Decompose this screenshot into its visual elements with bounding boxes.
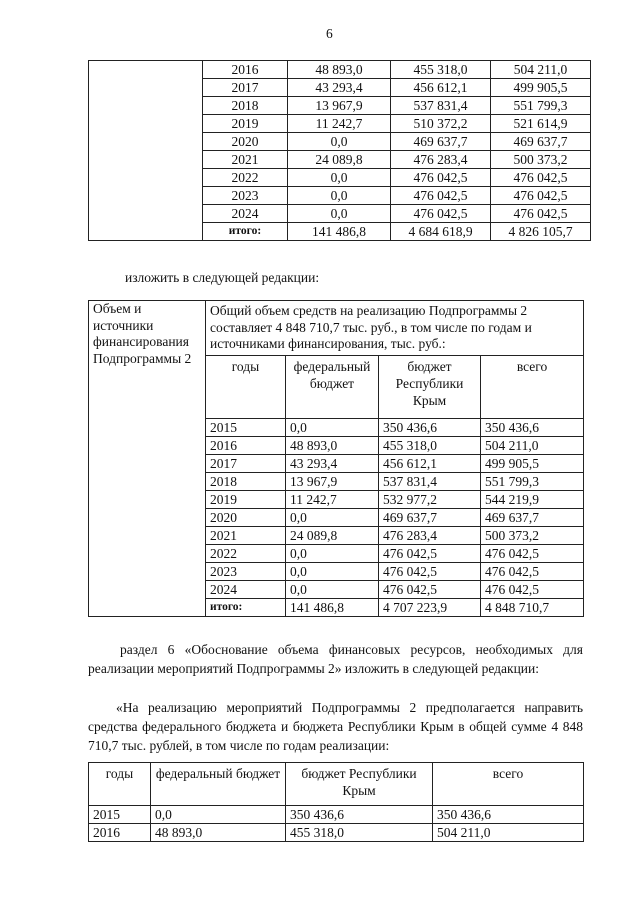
funding-table-old xyxy=(88,60,591,241)
cell-federal: 43 293,4 xyxy=(288,79,391,97)
header-federal: федеральный бюджет xyxy=(286,356,379,419)
header-total: всего xyxy=(433,763,584,806)
cell-total: 521 614,9 xyxy=(491,115,591,133)
cell-year: 2016 xyxy=(203,61,288,79)
cell-year: итого: xyxy=(206,599,286,617)
cell-crimea: 510 372,2 xyxy=(391,115,491,133)
cell-crimea: 476 042,5 xyxy=(391,187,491,205)
cell-total: 476 042,5 xyxy=(491,187,591,205)
table-row xyxy=(89,824,584,842)
cell-federal: 43 293,4 xyxy=(286,455,379,473)
header-crimea: бюджет Республики Крым xyxy=(379,356,481,419)
cell-year: 2024 xyxy=(206,581,286,599)
cell-year: 2016 xyxy=(206,437,286,455)
cell-total: 551 799,3 xyxy=(481,473,584,491)
cell-federal: 0,0 xyxy=(286,509,379,527)
page-number: 6 xyxy=(326,26,333,41)
header-year: годы xyxy=(89,763,151,806)
cell-year: 2023 xyxy=(206,563,286,581)
cell-crimea: 456 612,1 xyxy=(391,79,491,97)
cell-federal: 141 486,8 xyxy=(288,223,391,241)
cell-crimea: 476 042,5 xyxy=(379,581,481,599)
cell-year: 2021 xyxy=(203,151,288,169)
cell-total: 350 436,6 xyxy=(481,419,584,437)
cell-federal: 48 893,0 xyxy=(288,61,391,79)
cell-total: 476 042,5 xyxy=(481,581,584,599)
cell-federal: 141 486,8 xyxy=(286,599,379,617)
cell-year: 2021 xyxy=(206,527,286,545)
cell-federal: 48 893,0 xyxy=(151,824,286,842)
cell-total: 504 211,0 xyxy=(481,437,584,455)
cell-total: 500 373,2 xyxy=(481,527,584,545)
cell-year: 2015 xyxy=(206,419,286,437)
cell-year: 2022 xyxy=(206,545,286,563)
cell-year: итого: xyxy=(203,223,288,241)
cell-year: 2015 xyxy=(89,806,151,824)
cell-year: 2017 xyxy=(206,455,286,473)
cell-crimea: 456 612,1 xyxy=(379,455,481,473)
cell-crimea: 537 831,4 xyxy=(391,97,491,115)
cell-federal: 24 089,8 xyxy=(288,151,391,169)
cell-crimea: 537 831,4 xyxy=(379,473,481,491)
cell-federal: 0,0 xyxy=(288,205,391,223)
cell-federal: 11 242,7 xyxy=(288,115,391,133)
cell-year: 2020 xyxy=(203,133,288,151)
cell-crimea: 476 042,5 xyxy=(379,545,481,563)
cell-total: 499 905,5 xyxy=(481,455,584,473)
cell-federal: 0,0 xyxy=(286,581,379,599)
cell-federal: 0,0 xyxy=(286,563,379,581)
cell-total: 476 042,5 xyxy=(491,205,591,223)
cell-crimea: 476 283,4 xyxy=(391,151,491,169)
cell-federal: 0,0 xyxy=(288,169,391,187)
cell-total: 476 042,5 xyxy=(481,545,584,563)
cell-total: 4 848 710,7 xyxy=(481,599,584,617)
intro-paragraph: «На реализацию мероприятий Подпрограммы 2 предполагается направить средства федерального бюджета и бюджета Республики Крым в общей сумме 4 848 710,7 тыс. рублей, в том числе по годам реализации: xyxy=(88,700,583,753)
header-federal: федеральный бюджет xyxy=(151,763,286,806)
cell-year: 2020 xyxy=(206,509,286,527)
funding-table-new xyxy=(88,300,584,617)
header-year: годы xyxy=(206,356,286,419)
cell-crimea: 455 318,0 xyxy=(379,437,481,455)
header-crimea: бюджет Республики Крым xyxy=(286,763,433,806)
table-row xyxy=(89,806,584,824)
cell-federal: 11 242,7 xyxy=(286,491,379,509)
cell-year: 2018 xyxy=(203,97,288,115)
cell-crimea: 469 637,7 xyxy=(379,509,481,527)
instruction-text: изложить в следующей редакции: xyxy=(125,270,320,285)
cell-crimea: 469 637,7 xyxy=(391,133,491,151)
cell-crimea: 476 042,5 xyxy=(391,169,491,187)
header-row xyxy=(89,763,584,806)
cell-crimea: 476 042,5 xyxy=(391,205,491,223)
funding-summary: Общий объем средств на реализацию Подпрограммы 2 составляет 4 848 710,7 тыс. руб., в том числе по годам и источниками финансирования, тыс. руб.: xyxy=(206,301,584,356)
cell-year: 2024 xyxy=(203,205,288,223)
cell-total: 544 219,9 xyxy=(481,491,584,509)
cell-total: 469 637,7 xyxy=(481,509,584,527)
funding-label: Объем и источники финансирования Подпрограммы 2 xyxy=(89,301,206,617)
cell-federal: 24 089,8 xyxy=(286,527,379,545)
cell-crimea: 4 684 618,9 xyxy=(391,223,491,241)
cell-crimea: 455 318,0 xyxy=(286,824,433,842)
cell-federal: 13 967,9 xyxy=(286,473,379,491)
header-total: всего xyxy=(481,356,584,419)
cell-total: 4 826 105,7 xyxy=(491,223,591,241)
cell-year: 2023 xyxy=(203,187,288,205)
cell-crimea: 4 707 223,9 xyxy=(379,599,481,617)
cell-federal: 0,0 xyxy=(151,806,286,824)
cell-crimea: 532 977,2 xyxy=(379,491,481,509)
cell-total: 504 211,0 xyxy=(433,824,584,842)
cell-total: 504 211,0 xyxy=(491,61,591,79)
cell-year: 2016 xyxy=(89,824,151,842)
cell-crimea: 476 042,5 xyxy=(379,563,481,581)
cell-federal: 0,0 xyxy=(286,545,379,563)
cell-total: 350 436,6 xyxy=(433,806,584,824)
cell-crimea: 476 283,4 xyxy=(379,527,481,545)
cell-federal: 0,0 xyxy=(288,133,391,151)
cell-federal: 13 967,9 xyxy=(288,97,391,115)
cell-year: 2022 xyxy=(203,169,288,187)
cell-federal: 48 893,0 xyxy=(286,437,379,455)
cell-federal: 0,0 xyxy=(288,187,391,205)
funding-table-section6 xyxy=(88,762,584,842)
cell-crimea: 455 318,0 xyxy=(391,61,491,79)
cell-year: 2019 xyxy=(203,115,288,133)
cell-total: 500 373,2 xyxy=(491,151,591,169)
cell-total: 476 042,5 xyxy=(481,563,584,581)
cell-total: 551 799,3 xyxy=(491,97,591,115)
cell-crimea: 350 436,6 xyxy=(379,419,481,437)
cell-year: 2017 xyxy=(203,79,288,97)
cell-total: 469 637,7 xyxy=(491,133,591,151)
cell-federal: 0,0 xyxy=(286,419,379,437)
cell-total: 499 905,5 xyxy=(491,79,591,97)
section6-paragraph: раздел 6 «Обоснование объема финансовых ресурсов, необходимых для реализации мероприятий Подпрограммы 2» изложить в следующей редакции: xyxy=(88,642,583,676)
cell-crimea: 350 436,6 xyxy=(286,806,433,824)
cell-year: 2019 xyxy=(206,491,286,509)
cell-total: 476 042,5 xyxy=(491,169,591,187)
table-row xyxy=(89,61,591,79)
empty-label-cell xyxy=(89,61,203,241)
cell-year: 2018 xyxy=(206,473,286,491)
